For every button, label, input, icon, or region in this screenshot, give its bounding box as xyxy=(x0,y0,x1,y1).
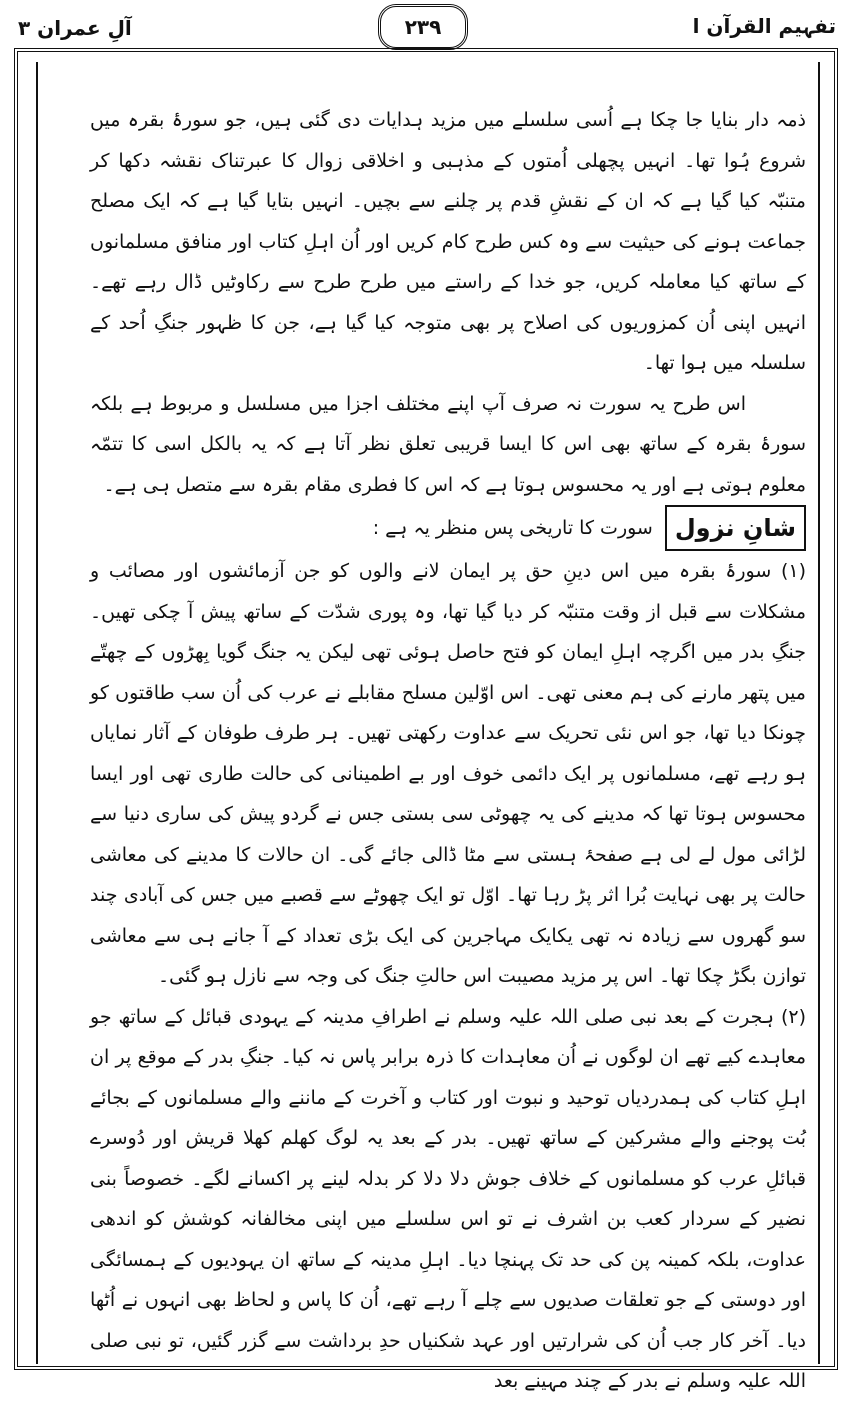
section-heading: شانِ نزول xyxy=(665,505,806,551)
page-number: ۲۳۹ xyxy=(404,15,442,39)
paragraph: ذمہ دار بنایا جا چکا ہے اُسی سلسلے میں مزید ہدایات دی گئی ہیں، جو سورۂ بقرہ میں شروع ہُوا تھا۔ انہیں پچھلی اُمتوں کے مذہبی و اخلاقی زوال کا عبرتناک نقشہ دکھا کر متنبّہ کیا گیا ہے کہ ان کے نقشِ قدم پر چلنے سے بچیں۔ انہیں بتایا گیا ہے کہ ایک مصلح جماعت ہونے کی حیثیت سے وہ کس طرح کام کریں اور اُن اہلِ کتاب اور منافق مسلمانوں کے ساتھ کیا معاملہ کریں، جو خدا کے راستے میں طرح طرح سے رکاوٹیں ڈال رہے تھے۔ انہیں اپنی اُن کمزوریوں کی اصلاح پر بھی متوجہ کیا گیا ہے، جن کا ظہور جنگِ اُحد کے سلسلہ میں ہوا تھا۔ xyxy=(90,109,806,374)
page-body xyxy=(90,100,806,1402)
surah-name: آلِ عمران ۳ xyxy=(18,16,132,40)
numbered-paragraph: (۱) سورۂ بقرہ میں اس دینِ حق پر ایمان لانے والوں کو جن آزمائشوں اور مصائب و مشکلات سے قبل از وقت متنبّہ کر دیا گیا تھا، وہ پوری شدّت کے ساتھ پیش آ چکی تھیں۔ جنگِ بدر میں اگرچہ اہلِ ایمان کو فتح حاصل ہوئی تھی لیکن یہ جنگ گویا بِھڑوں کے چھتّے میں پتھر مارنے کی ہم معنی تھی۔ اس اوّلین مسلح مقابلے نے عرب کی اُن سب طاقتوں کو چونکا دیا تھا، جو اس نئی تحریک سے عداوت رکھتی تھیں۔ ہر طرف طوفان کے آثار نمایاں ہو رہے تھے، مسلمانوں پر ایک دائمی خوف اور بے اطمینانی کی حالت طاری تھی اور ایسا محسوس ہوتا تھا کہ مدینے کی یہ چھوٹی سی بستی جس نے گردو پیش کی ساری دنیا سے لڑائی مول لے لی ہے صفحۂ ہستی سے مٹا ڈالی جائے گی۔ ان حالات کا مدینے کی معاشی حالت پر بھی نہایت بُرا اثر پڑ رہا تھا۔ اوّل تو ایک چھوٹے سے قصبے میں جس کی آبادی چند سو گھروں سے زیادہ نہ تھی یکایک مہاجرین کی ایک بڑی تعداد کے آ جانے ہی سے معاشی توازن بگڑ چکا تھا۔ اس پر مزید مصیبت اس حالتِ جنگ کی وجہ سے نازل ہو گئی۔ xyxy=(90,560,806,987)
section-intro: سورت کا تاریخی پس منظر یہ ہے : xyxy=(372,517,653,539)
section-heading-row xyxy=(90,505,806,551)
page-header xyxy=(0,0,856,50)
numbered-paragraph: (۲) ہجرت کے بعد نبی صلی اللہ علیہ وسلم نے اطرافِ مدینہ کے یہودی قبائل کے ساتھ جو معاہدے کیے تھے ان لوگوں نے اُن معاہدات کا ذرہ برابر پاس نہ کیا۔ جنگِ بدر کے موقع پر ان اہلِ کتاب کی ہمدردیاں توحید و نبوت اور کتاب و آخرت کے ماننے والے مسلمانوں کے بجائے بُت پوجنے والے مشرکین کے ساتھ تھیں۔ بدر کے بعد یہ لوگ کھلم کھلا قریش اور دُوسرے قبائلِ عرب کو مسلمانوں کے خلاف جوش دلا دلا کر بدلہ لینے پر اکسانے لگے۔ خصوصاً بنی نضیر کے سردار کعب بن اشرف نے تو اس سلسلے میں اپنی مخالفانہ کوشش کو اندھی عداوت، بلکہ کمینہ پن کی حد تک پہنچا دیا۔ اہلِ مدینہ کے ساتھ ان یہودیوں کے ہمسائگی اور دوستی کے جو تعلقات صدیوں سے چلے آ رہے تھے، اُن کا پاس و لحاظ بھی انہوں نے اُٹھا دیا۔ آخر کار جب اُن کی شرارتیں اور عہد شکنیاں حدِ برداشت سے گزر گئیں، تو نبی صلی اللہ علیہ وسلم نے بدر کے چند مہینے بعد xyxy=(90,1005,806,1392)
page-number-badge xyxy=(378,4,468,50)
paragraph: اس طرح یہ سورت نہ صرف آپ اپنے مختلف اجزا میں مسلسل و مربوط ہے بلکہ سورۂ بقرہ کے ساتھ بھی اس کا ایسا قریبی تعلق نظر آتا ہے کہ یہ بالکل اسی کا تتمّہ معلوم ہوتی ہے اور یہ محسوس ہوتا ہے کہ اس کا فطری مقام بقرہ سے متصل ہی ہے۔ xyxy=(90,392,806,496)
book-title: تفہیم القرآن ا xyxy=(692,14,836,38)
